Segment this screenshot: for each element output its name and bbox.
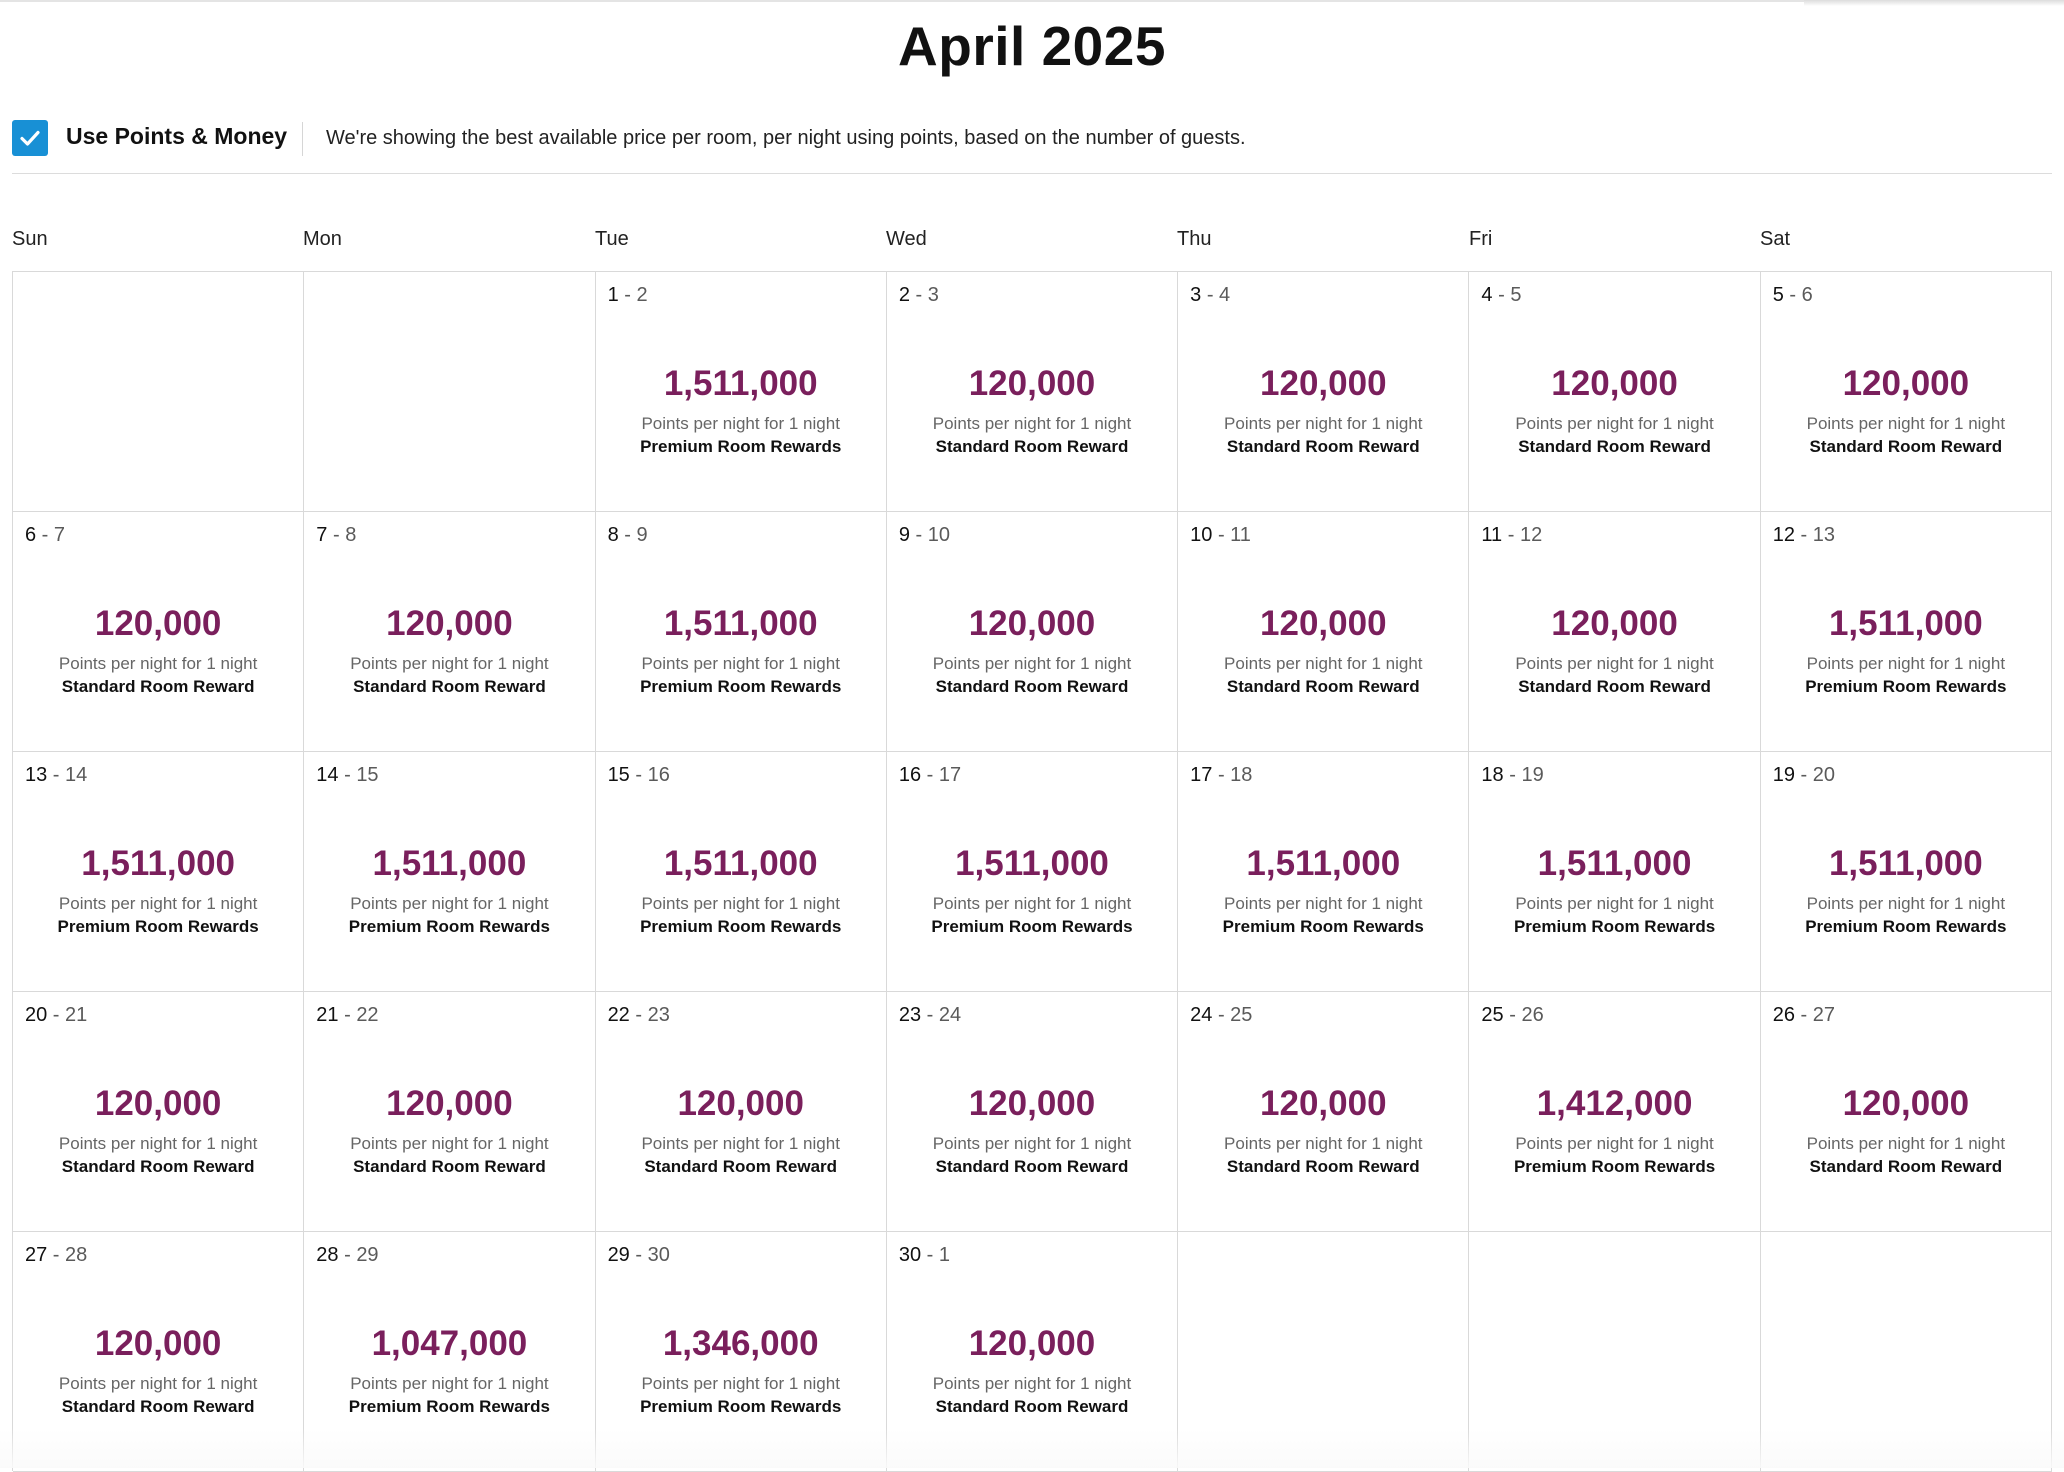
points-per-night-label: Points per night for 1 night xyxy=(641,1374,840,1393)
reward-type: Premium Room Rewards xyxy=(57,917,259,936)
check-in-day: 9 xyxy=(898,524,910,546)
day-cell[interactable] xyxy=(1761,272,2052,512)
date-range xyxy=(1190,1004,1252,1027)
day-cell[interactable] xyxy=(887,272,1178,512)
points-money-toolbar xyxy=(12,118,2052,158)
reward-type: Standard Room Reward xyxy=(935,677,1129,696)
check-in-day: 26 xyxy=(1772,1004,1795,1026)
points-price: 120,000 xyxy=(1842,364,1970,403)
day-cell[interactable] xyxy=(1469,752,1760,992)
points-per-night-label: Points per night for 1 night xyxy=(641,894,840,913)
date-range-separator: - xyxy=(921,1004,939,1026)
points-price: 120,000 xyxy=(1842,1084,1970,1123)
points-per-night-label: Points per night for 1 night xyxy=(58,894,258,913)
points-price: 1,511,000 xyxy=(663,844,818,883)
points-price: 1,047,000 xyxy=(371,1324,528,1363)
use-points-money-label[interactable]: Use Points & Money xyxy=(66,123,288,149)
check-in-day: 10 xyxy=(1190,524,1213,546)
check-in-day: 22 xyxy=(607,1004,630,1026)
day-cell[interactable] xyxy=(596,992,887,1232)
points-per-night-label: Points per night for 1 night xyxy=(932,414,1132,433)
check-out-day: 1 xyxy=(938,1244,950,1266)
date-range-separator: - xyxy=(1492,284,1511,306)
date-range xyxy=(608,1244,670,1267)
check-out-day: 23 xyxy=(647,1004,670,1026)
check-out-day: 7 xyxy=(53,524,66,546)
points-price: 120,000 xyxy=(94,604,222,643)
check-out-day: 28 xyxy=(65,1244,88,1266)
reward-type: Premium Room Rewards xyxy=(1805,677,2007,696)
points-price: 1,511,000 xyxy=(663,364,818,403)
date-range-separator: - xyxy=(629,764,648,786)
empty-day-cell xyxy=(13,272,304,512)
check-out-day: 21 xyxy=(65,1004,88,1026)
checkmark-icon xyxy=(18,126,42,150)
day-cell[interactable] xyxy=(304,992,595,1232)
reward-type: Standard Room Reward xyxy=(61,1397,255,1416)
check-out-day: 5 xyxy=(1510,284,1522,306)
points-price: 120,000 xyxy=(1551,604,1678,643)
date-range xyxy=(25,1244,87,1267)
check-out-day: 8 xyxy=(345,524,357,546)
date-range-separator: - xyxy=(1794,524,1813,546)
date-range xyxy=(1773,1004,1835,1027)
points-price: 120,000 xyxy=(94,1324,222,1363)
points-price: 120,000 xyxy=(1260,1084,1387,1123)
check-in-day: 17 xyxy=(1190,764,1213,786)
points-price: 1,346,000 xyxy=(662,1324,819,1363)
date-range xyxy=(899,764,961,787)
weekday-tue: Tue xyxy=(595,228,629,250)
check-in-day: 20 xyxy=(25,1004,48,1026)
date-range-separator: - xyxy=(909,284,928,306)
date-range xyxy=(899,524,950,547)
empty-day-cell xyxy=(1469,1232,1760,1472)
points-price: 1,511,000 xyxy=(663,604,818,643)
day-cell[interactable] xyxy=(596,512,887,752)
use-points-money-checkbox[interactable] xyxy=(12,120,48,156)
reward-type: Standard Room Reward xyxy=(1518,677,1711,696)
points-per-night-label: Points per night for 1 night xyxy=(58,1134,258,1153)
check-in-day: 7 xyxy=(316,524,328,546)
reward-type: Standard Room Reward xyxy=(1518,437,1711,456)
points-per-night-label: Points per night for 1 night xyxy=(350,1134,549,1153)
date-range xyxy=(1773,764,1835,787)
reward-type: Standard Room Reward xyxy=(644,1157,838,1176)
reward-type: Premium Room Rewards xyxy=(348,1397,551,1416)
check-out-day: 27 xyxy=(1812,1004,1835,1026)
date-range xyxy=(1190,764,1252,787)
date-range-separator: - xyxy=(921,764,939,786)
reward-type: Premium Room Rewards xyxy=(640,917,842,936)
date-range-separator: - xyxy=(909,524,928,546)
date-range xyxy=(316,524,356,547)
points-per-night-label: Points per night for 1 night xyxy=(1806,894,2006,913)
empty-day-cell xyxy=(304,272,595,512)
day-cell[interactable] xyxy=(1469,272,1760,512)
reward-type: Standard Room Reward xyxy=(353,677,546,696)
reward-type: Standard Room Reward xyxy=(1809,1157,2003,1176)
reward-type: Standard Room Reward xyxy=(1226,437,1420,456)
date-range-separator: - xyxy=(47,1004,66,1026)
reward-type: Standard Room Reward xyxy=(1809,437,2003,456)
check-in-day: 15 xyxy=(607,764,630,786)
check-out-day: 26 xyxy=(1521,1004,1544,1026)
points-per-night-label: Points per night for 1 night xyxy=(1224,414,1423,433)
reward-type: Standard Room Reward xyxy=(1226,677,1420,696)
date-range-separator: - xyxy=(1794,1004,1813,1026)
day-cell[interactable] xyxy=(13,1232,304,1472)
date-range xyxy=(899,1244,950,1267)
date-range xyxy=(608,764,670,787)
day-cell[interactable] xyxy=(304,752,595,992)
check-out-day: 10 xyxy=(927,524,950,546)
points-price: 1,412,000 xyxy=(1536,1084,1693,1123)
points-per-night-label: Points per night for 1 night xyxy=(1515,654,1714,673)
reward-type: Standard Room Reward xyxy=(1226,1157,1420,1176)
check-out-day: 6 xyxy=(1801,284,1813,306)
points-price: 120,000 xyxy=(677,1084,804,1123)
check-out-day: 25 xyxy=(1230,1004,1253,1026)
points-per-night-label: Points per night for 1 night xyxy=(1515,414,1714,433)
date-range xyxy=(25,524,65,547)
check-in-day: 27 xyxy=(25,1244,48,1266)
check-out-day: 24 xyxy=(938,1004,962,1026)
points-per-night-label: Points per night for 1 night xyxy=(641,654,840,673)
points-per-night-label: Points per night for 1 night xyxy=(350,894,549,913)
points-price: 1,511,000 xyxy=(1537,844,1692,883)
toolbar-divider xyxy=(12,173,2052,174)
check-out-day: 11 xyxy=(1230,524,1251,546)
points-per-night-label: Points per night for 1 night xyxy=(641,414,840,433)
weekday-thu: Thu xyxy=(1177,228,1212,250)
check-in-day: 8 xyxy=(607,524,619,546)
date-range-separator: - xyxy=(629,1004,648,1026)
points-per-night-label: Points per night for 1 night xyxy=(1806,654,2006,673)
date-range-separator: - xyxy=(1502,524,1520,546)
date-range xyxy=(1190,524,1251,547)
check-out-day: 15 xyxy=(356,764,379,786)
day-cell[interactable] xyxy=(1178,992,1469,1232)
points-per-night-label: Points per night for 1 night xyxy=(1224,1134,1423,1153)
day-cell[interactable] xyxy=(887,512,1178,752)
points-per-night-label: Points per night for 1 night xyxy=(1224,894,1423,913)
reward-type: Premium Room Rewards xyxy=(1513,917,1716,936)
weekday-mon: Mon xyxy=(303,228,342,250)
reward-type: Standard Room Reward xyxy=(61,677,255,696)
date-range-separator: - xyxy=(338,764,357,786)
check-out-day: 3 xyxy=(927,284,939,306)
points-per-night-label: Points per night for 1 night xyxy=(932,1374,1132,1393)
points-price: 120,000 xyxy=(968,604,1096,643)
check-out-day: 20 xyxy=(1812,764,1835,786)
reward-type: Standard Room Reward xyxy=(61,1157,255,1176)
empty-day-cell xyxy=(1178,1232,1469,1472)
date-range-separator: - xyxy=(1212,764,1231,786)
reward-type: Premium Room Rewards xyxy=(640,437,842,456)
check-out-day: 17 xyxy=(938,764,962,786)
check-in-day: 13 xyxy=(25,764,48,786)
points-per-night-label: Points per night for 1 night xyxy=(641,1134,840,1153)
date-range xyxy=(25,1004,87,1027)
check-in-day: 16 xyxy=(898,764,922,786)
month-title: April 2025 xyxy=(898,15,1166,77)
points-price: 120,000 xyxy=(1260,604,1387,643)
reward-type: Premium Room Rewards xyxy=(1513,1157,1716,1176)
date-range-separator: - xyxy=(338,1004,357,1026)
points-per-night-label: Points per night for 1 night xyxy=(1806,1134,2006,1153)
points-price: 1,511,000 xyxy=(1828,844,1983,883)
day-cell[interactable] xyxy=(1761,752,2052,992)
check-in-day: 1 xyxy=(607,284,619,306)
day-cell[interactable] xyxy=(1761,512,2052,752)
date-range xyxy=(608,1004,670,1027)
points-price: 120,000 xyxy=(386,1084,513,1123)
date-range-separator: - xyxy=(1201,284,1220,306)
reward-type: Standard Room Reward xyxy=(935,1157,1129,1176)
day-cell[interactable] xyxy=(887,752,1178,992)
points-per-night-label: Points per night for 1 night xyxy=(58,654,258,673)
date-range xyxy=(1773,284,1813,307)
date-range-separator: - xyxy=(47,1244,66,1266)
date-range xyxy=(1481,764,1543,787)
date-range xyxy=(316,764,378,787)
reward-type: Premium Room Rewards xyxy=(640,677,842,696)
date-range xyxy=(316,1004,378,1027)
check-in-day: 28 xyxy=(316,1244,339,1266)
date-range-separator: - xyxy=(629,1244,648,1266)
check-in-day: 14 xyxy=(316,764,339,786)
check-in-day: 30 xyxy=(898,1244,922,1266)
day-cell[interactable] xyxy=(13,752,304,992)
points-per-night-label: Points per night for 1 night xyxy=(1515,894,1714,913)
points-price: 120,000 xyxy=(1551,364,1678,403)
date-range xyxy=(25,764,87,787)
points-per-night-label: Points per night for 1 night xyxy=(932,894,1132,913)
points-price: 1,511,000 xyxy=(1246,844,1401,883)
check-in-day: 4 xyxy=(1481,284,1493,306)
day-cell[interactable] xyxy=(887,1232,1178,1472)
check-out-day: 19 xyxy=(1521,764,1544,786)
check-out-day: 30 xyxy=(647,1244,670,1266)
date-range-separator: - xyxy=(1783,284,1802,306)
date-range-separator: - xyxy=(1503,764,1522,786)
date-range xyxy=(1481,524,1542,547)
top-divider xyxy=(0,0,2064,2)
check-in-day: 21 xyxy=(316,1004,339,1026)
day-cell[interactable] xyxy=(1469,992,1760,1232)
date-range xyxy=(899,284,939,307)
check-out-day: 12 xyxy=(1519,524,1543,546)
day-cell[interactable] xyxy=(13,512,304,752)
check-in-day: 18 xyxy=(1481,764,1504,786)
day-cell[interactable] xyxy=(304,512,595,752)
check-out-day: 16 xyxy=(647,764,670,786)
day-cell[interactable] xyxy=(596,1232,887,1472)
points-price: 120,000 xyxy=(968,364,1096,403)
weekday-wed: Wed xyxy=(886,228,927,250)
check-in-day: 11 xyxy=(1481,524,1503,546)
check-out-day: 4 xyxy=(1219,284,1231,306)
empty-day-cell xyxy=(1761,1232,2052,1472)
date-range xyxy=(1481,284,1521,307)
points-price: 1,511,000 xyxy=(955,844,1109,883)
check-in-day: 3 xyxy=(1190,284,1202,306)
points-price: 120,000 xyxy=(968,1324,1096,1363)
check-in-day: 29 xyxy=(607,1244,630,1266)
reward-type: Premium Room Rewards xyxy=(348,917,551,936)
points-per-night-label: Points per night for 1 night xyxy=(1806,414,2006,433)
points-price: 1,511,000 xyxy=(81,844,236,883)
points-price: 120,000 xyxy=(386,604,513,643)
weekday-sat: Sat xyxy=(1760,228,1791,250)
check-out-day: 18 xyxy=(1230,764,1253,786)
top-shadow xyxy=(1804,0,2064,6)
date-range-separator: - xyxy=(618,284,637,306)
date-range-separator: - xyxy=(1212,1004,1231,1026)
reward-type: Standard Room Reward xyxy=(353,1157,546,1176)
calendar-grid xyxy=(12,271,2052,1471)
reward-type: Standard Room Reward xyxy=(935,437,1129,456)
day-cell[interactable] xyxy=(1178,272,1469,512)
reward-type: Premium Room Rewards xyxy=(931,917,1133,936)
check-out-day: 22 xyxy=(356,1004,379,1026)
points-price: 120,000 xyxy=(1260,364,1387,403)
pricing-info-text: We're showing the best available price per room, per night using points, based on the number of guests. xyxy=(326,127,1246,149)
day-cell[interactable] xyxy=(596,272,887,512)
points-price: 1,511,000 xyxy=(1828,604,1983,643)
day-cell[interactable] xyxy=(304,1232,595,1472)
points-per-night-label: Points per night for 1 night xyxy=(932,1134,1132,1153)
date-range xyxy=(1481,1004,1543,1027)
check-in-day: 2 xyxy=(898,284,910,306)
check-in-day: 25 xyxy=(1481,1004,1504,1026)
points-price: 1,511,000 xyxy=(372,844,527,883)
points-price: 120,000 xyxy=(968,1084,1096,1123)
toolbar-separator xyxy=(302,122,303,156)
day-cell[interactable] xyxy=(887,992,1178,1232)
day-cell[interactable] xyxy=(1178,512,1469,752)
date-range-separator: - xyxy=(338,1244,357,1266)
date-range xyxy=(899,1004,961,1027)
weekday-fri: Fri xyxy=(1469,228,1493,250)
points-per-night-label: Points per night for 1 night xyxy=(932,654,1132,673)
weekday-sun: Sun xyxy=(12,228,48,250)
date-range-separator: - xyxy=(36,524,54,546)
check-out-day: 29 xyxy=(356,1244,379,1266)
date-range-separator: - xyxy=(327,524,346,546)
date-range xyxy=(608,524,648,547)
points-per-night-label: Points per night for 1 night xyxy=(58,1374,258,1393)
reward-type: Standard Room Reward xyxy=(935,1397,1129,1416)
date-range-separator: - xyxy=(47,764,66,786)
date-range-separator: - xyxy=(921,1244,939,1266)
day-cell[interactable] xyxy=(596,752,887,992)
check-in-day: 5 xyxy=(1772,284,1784,306)
date-range xyxy=(608,284,648,307)
date-range-separator: - xyxy=(1212,524,1231,546)
day-cell[interactable] xyxy=(1469,512,1760,752)
check-out-day: 9 xyxy=(636,524,648,546)
check-out-day: 13 xyxy=(1812,524,1835,546)
reward-type: Premium Room Rewards xyxy=(1222,917,1424,936)
reward-type: Premium Room Rewards xyxy=(1805,917,2007,936)
reward-type: Premium Room Rewards xyxy=(640,1397,842,1416)
points-per-night-label: Points per night for 1 night xyxy=(350,1374,549,1393)
check-in-day: 12 xyxy=(1772,524,1795,546)
date-range-separator: - xyxy=(1794,764,1813,786)
check-in-day: 19 xyxy=(1772,764,1795,786)
day-cell[interactable] xyxy=(13,992,304,1232)
date-range-separator: - xyxy=(618,524,637,546)
day-cell[interactable] xyxy=(1761,992,2052,1232)
check-out-day: 2 xyxy=(636,284,648,306)
check-out-day: 14 xyxy=(65,764,88,786)
date-range xyxy=(1190,284,1230,307)
points-per-night-label: Points per night for 1 night xyxy=(350,654,549,673)
date-range xyxy=(1773,524,1835,547)
points-price: 120,000 xyxy=(94,1084,222,1123)
day-cell[interactable] xyxy=(1178,752,1469,992)
date-range-separator: - xyxy=(1503,1004,1522,1026)
check-in-day: 6 xyxy=(25,524,37,546)
date-range xyxy=(316,1244,378,1267)
points-per-night-label: Points per night for 1 night xyxy=(1515,1134,1714,1153)
check-in-day: 23 xyxy=(898,1004,922,1026)
check-in-day: 24 xyxy=(1190,1004,1213,1026)
points-per-night-label: Points per night for 1 night xyxy=(1224,654,1423,673)
